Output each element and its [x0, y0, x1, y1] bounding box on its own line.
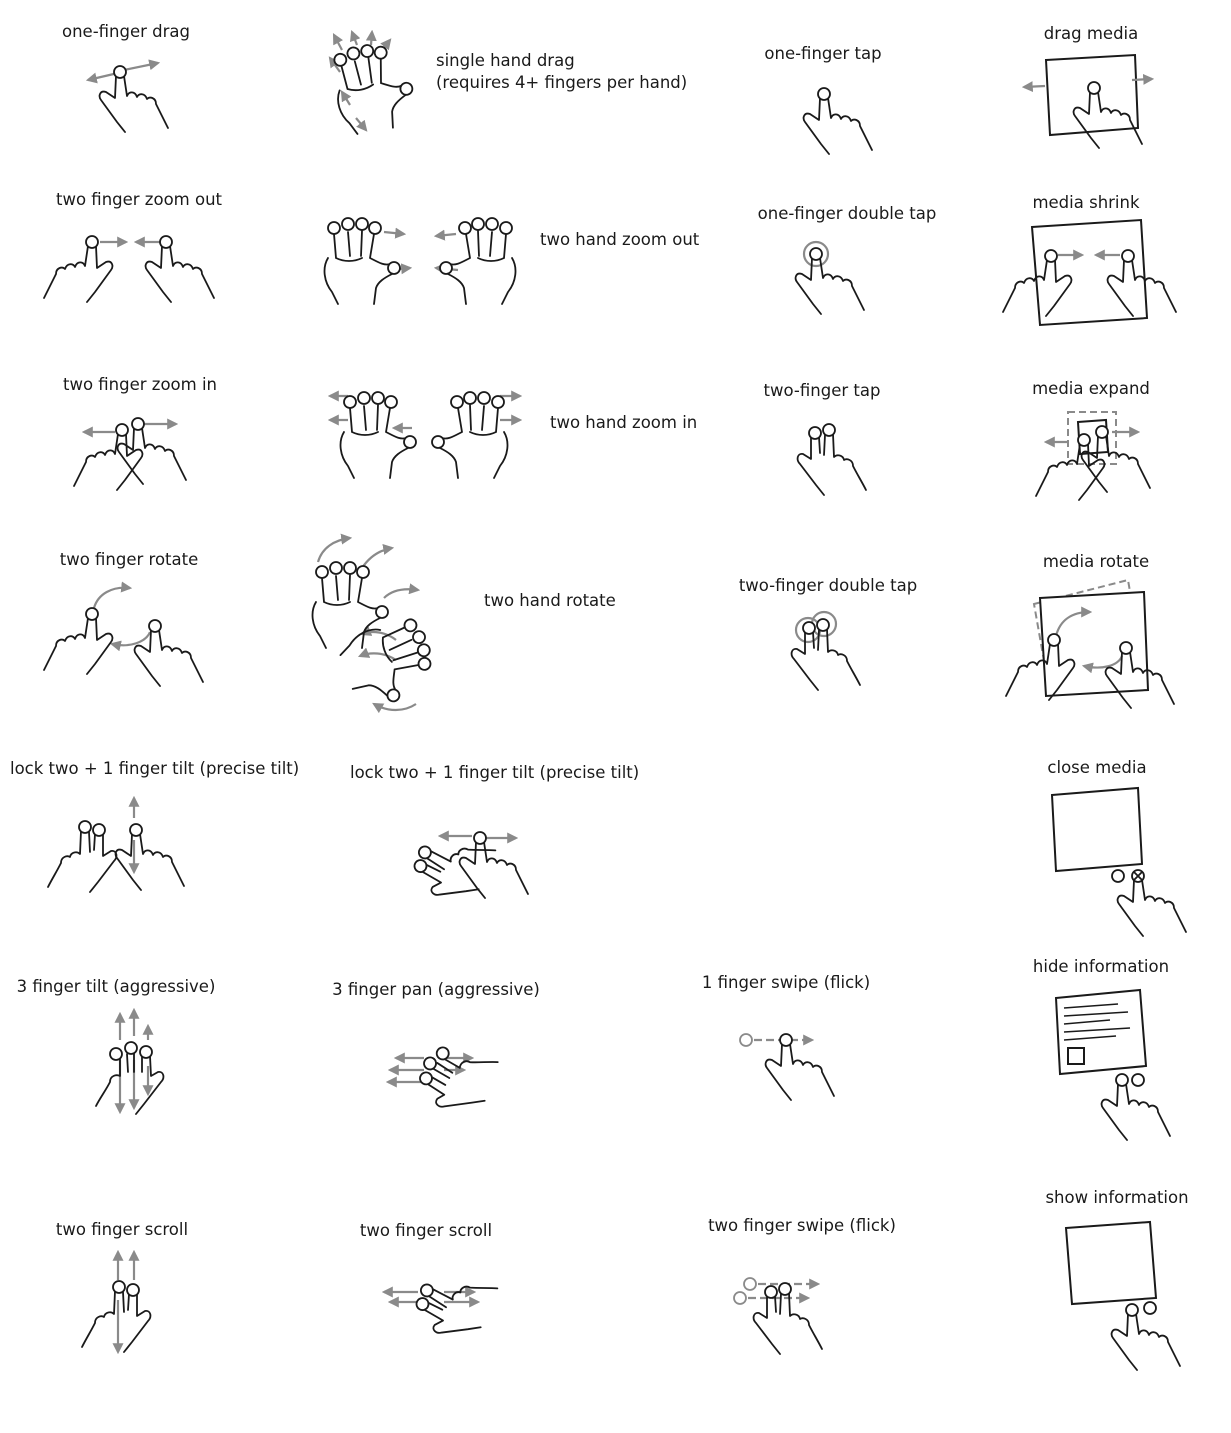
label-lock-tilt-2: lock two + 1 finger tilt (precise tilt) — [350, 763, 640, 782]
label-close-media: close media — [1047, 758, 1147, 777]
two-finger-scroll-v-figure — [82, 1252, 150, 1352]
label-drag-media: drag media — [1043, 24, 1139, 43]
drag-media-figure — [1024, 55, 1152, 148]
label-one-finger-double-tap: one-finger double tap — [757, 204, 937, 223]
label-three-finger-tilt: 3 finger tilt (aggressive) — [16, 977, 216, 996]
two-finger-zoom-in-figure — [74, 418, 186, 490]
label-media-rotate: media rotate — [1042, 552, 1150, 571]
two-hand-zoom-out-figure — [325, 218, 516, 304]
label-two-finger-zoom-out: two finger zoom out — [56, 190, 222, 209]
label-one-finger-tap: one-finger tap — [764, 44, 882, 63]
two-finger-tap-figure — [798, 424, 866, 495]
three-finger-tilt-figure — [96, 1010, 163, 1114]
hide-information-figure — [1056, 990, 1170, 1140]
two-hand-zoom-in-figure — [330, 392, 520, 478]
label-two-finger-scroll-h: two finger scroll — [359, 1221, 493, 1240]
label-two-finger-double-tap: two-finger double tap — [738, 576, 918, 595]
three-finger-pan-figure — [388, 1030, 505, 1124]
two-finger-double-tap-figure — [792, 612, 860, 690]
label-two-finger-zoom-in: two finger zoom in — [62, 375, 218, 394]
label-two-finger-tap: two-finger tap — [763, 381, 881, 400]
show-information-figure — [1066, 1222, 1180, 1370]
label-one-finger-swipe: 1 finger swipe (flick) — [701, 973, 871, 992]
label-two-hand-zoom-out: two hand zoom out — [540, 230, 700, 249]
one-finger-drag-figure — [88, 63, 168, 132]
media-rotate-figure — [1006, 580, 1174, 708]
one-finger-double-tap-figure — [796, 242, 864, 314]
close-media-figure — [1052, 788, 1186, 936]
label-media-expand: media expand — [1032, 379, 1150, 398]
label-single-hand-drag-note: (requires 4+ fingers per hand) — [436, 73, 688, 92]
media-expand-figure — [1036, 412, 1150, 500]
two-finger-zoom-out-figure — [44, 236, 214, 302]
label-one-finger-drag: one-finger drag — [61, 22, 191, 41]
media-shrink-figure — [1003, 220, 1176, 325]
two-finger-scroll-h-figure — [384, 1255, 502, 1350]
label-two-finger-scroll-v: two finger scroll — [55, 1220, 189, 1239]
two-hand-rotate-figure — [313, 538, 443, 713]
label-three-finger-pan: 3 finger pan (aggressive) — [332, 980, 540, 999]
lock-tilt-1-figure — [48, 798, 184, 892]
label-two-hand-zoom-in: two hand zoom in — [550, 413, 698, 432]
label-single-hand-drag: single hand drag — [436, 51, 575, 70]
label-two-finger-rotate: two finger rotate — [59, 550, 199, 569]
label-lock-tilt-1: lock two + 1 finger tilt (precise tilt) — [10, 759, 300, 778]
label-two-hand-rotate: two hand rotate — [484, 591, 616, 610]
label-two-finger-swipe: two finger swipe (flick) — [708, 1216, 896, 1235]
one-finger-swipe-figure — [740, 1034, 834, 1100]
label-show-information: show information — [1045, 1188, 1189, 1207]
label-media-shrink: media shrink — [1032, 193, 1140, 212]
label-hide-information: hide information — [1032, 957, 1170, 976]
lock-tilt-2-figure — [404, 817, 528, 912]
two-finger-swipe-figure — [734, 1278, 822, 1354]
single-hand-drag-figure — [329, 32, 418, 136]
one-finger-tap-figure — [804, 88, 872, 154]
two-finger-rotate-figure — [44, 588, 203, 686]
